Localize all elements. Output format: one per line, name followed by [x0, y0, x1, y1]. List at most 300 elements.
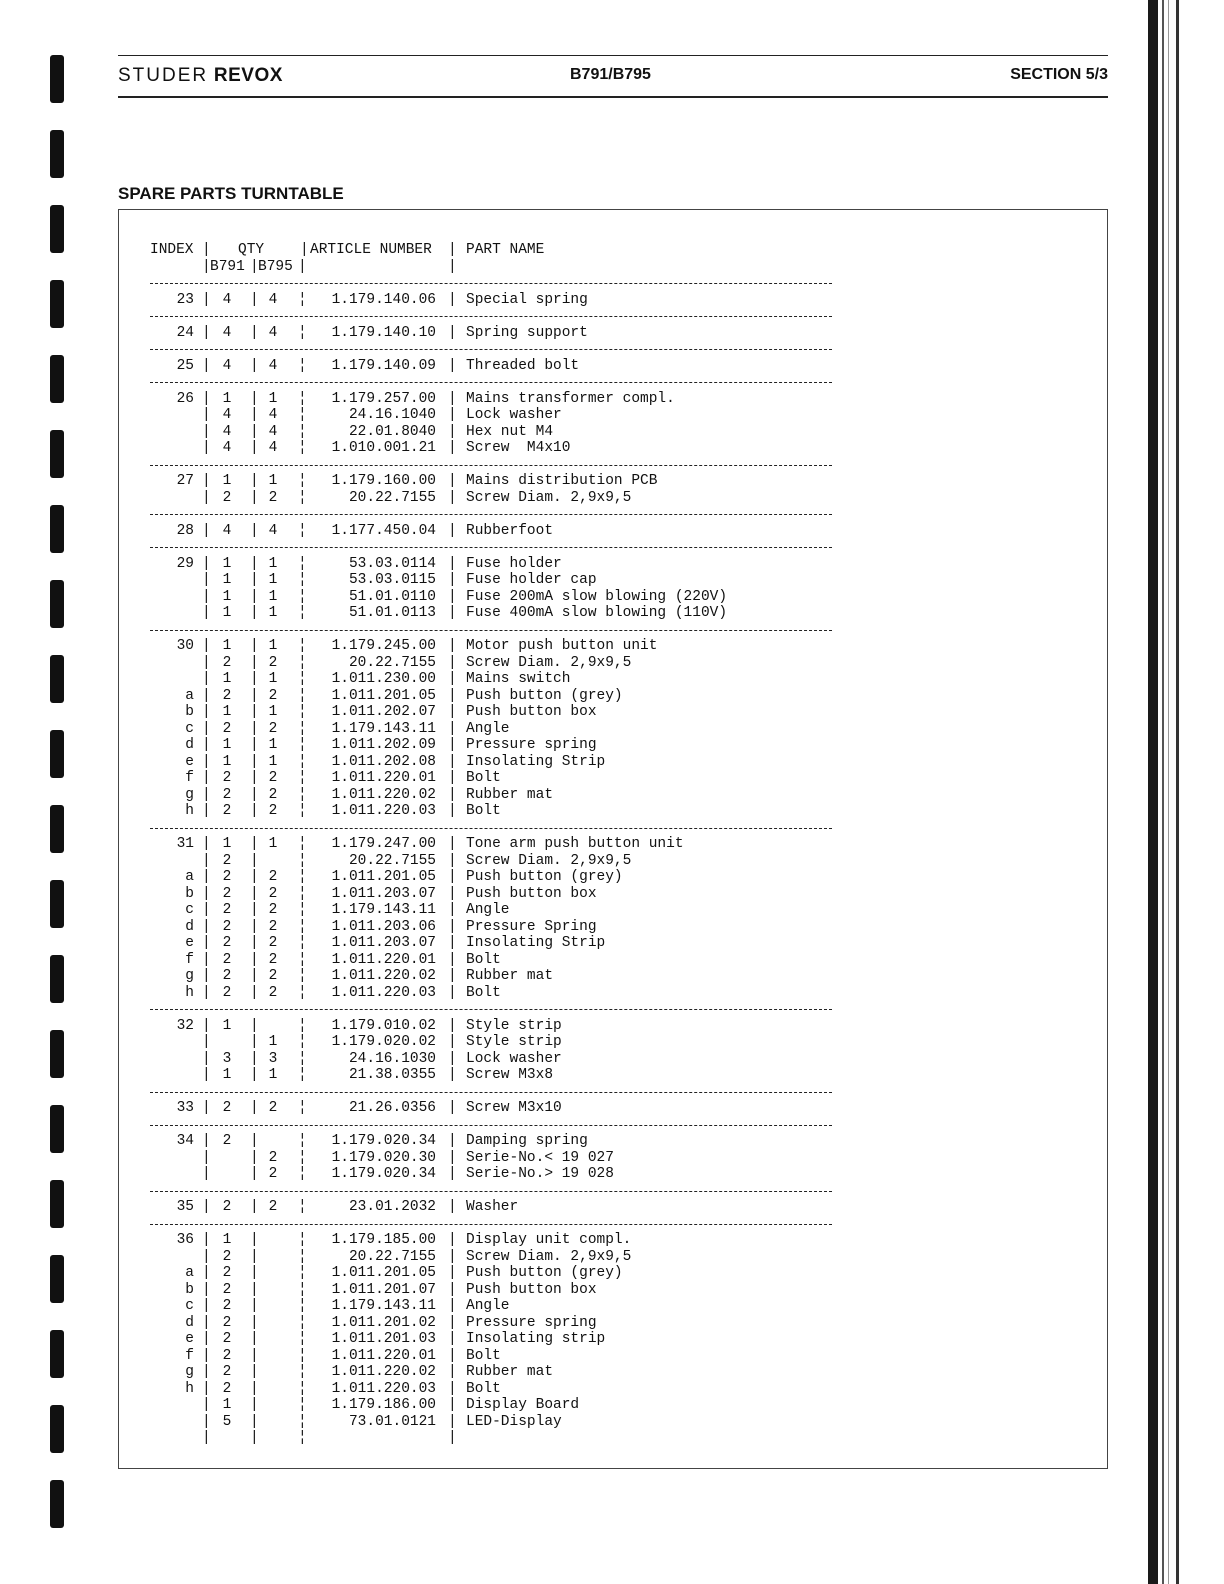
- page-edge: [1140, 0, 1224, 1584]
- column-divider: |: [448, 1050, 457, 1067]
- column-divider: |: [250, 803, 259, 819]
- column-divider: |: [202, 1149, 211, 1166]
- cell-article-number: 51.01.0110: [348, 588, 436, 605]
- column-divider: ¦: [298, 935, 307, 951]
- column-divider: |: [250, 1281, 259, 1298]
- column-divider: ¦: [298, 1067, 307, 1083]
- column-divider: |: [448, 407, 457, 423]
- column-divider: |: [202, 473, 211, 489]
- cell-part-name: Pressure spring: [466, 737, 597, 753]
- column-divider: |: [448, 1314, 457, 1331]
- cell-article-number: 1.011.201.02: [331, 1314, 436, 1331]
- row-separator: [150, 1001, 185, 1018]
- table-row: [150, 885, 597, 903]
- column-divider: |: [448, 1017, 457, 1034]
- column-divider: |: [448, 720, 457, 737]
- cell-qty-b795: 1: [268, 638, 278, 654]
- cell-part-name: Rubber mat: [466, 1364, 554, 1380]
- column-divider: ¦: [298, 1298, 307, 1314]
- column-divider: ¦: [298, 1248, 307, 1265]
- table-row: [150, 522, 554, 540]
- column-divider: ¦: [298, 473, 307, 489]
- cell-qty-b795: 2: [268, 654, 278, 671]
- column-divider: |: [448, 852, 457, 869]
- cell-qty-b795: 1: [268, 572, 278, 588]
- cell-article-number: 20.22.7155: [348, 654, 436, 671]
- cell-index: a: [185, 869, 194, 885]
- table-row: [150, 1298, 510, 1315]
- cell-index: a: [185, 687, 194, 704]
- row-separator: [150, 308, 185, 325]
- column-divider: ¦: [298, 1149, 307, 1166]
- cell-part-name: Rubber mat: [466, 786, 554, 803]
- cell-qty-b791: 2: [222, 720, 232, 737]
- cell-part-name: Display Board: [466, 1397, 580, 1413]
- cell-qty-b795: 4: [268, 291, 278, 308]
- column-divider: |: [202, 440, 211, 456]
- column-divider: |: [250, 1050, 259, 1067]
- column-divider: |: [202, 605, 211, 621]
- cell-part-name: Mains distribution PCB: [466, 473, 658, 489]
- cell-index: c: [185, 720, 194, 737]
- binding-hole: [50, 55, 64, 103]
- column-divider: |: [448, 984, 457, 1001]
- cell-index: b: [185, 704, 194, 720]
- column-divider: |: [448, 753, 457, 770]
- cell-part-name: Pressure spring: [466, 1314, 597, 1331]
- column-divider: |: [202, 357, 211, 374]
- cell-qty-b795: 1: [268, 737, 278, 753]
- column-divider: ¦: [298, 1034, 307, 1050]
- column-divider: ¦: [298, 1199, 307, 1215]
- column-divider: |: [202, 770, 211, 786]
- cell-qty-b795: 1: [268, 671, 278, 687]
- row-separator: [150, 275, 185, 292]
- brand-studer: STUDER: [118, 65, 209, 86]
- cell-qty-b791: 2: [222, 1331, 232, 1347]
- binding-hole: [50, 655, 64, 703]
- column-divider: |: [448, 473, 457, 489]
- column-divider: |: [448, 770, 457, 786]
- cell-qty-b795: 1: [268, 753, 278, 770]
- column-divider: |: [448, 704, 457, 720]
- column-divider: |: [448, 1166, 457, 1182]
- column-divider: |: [250, 390, 259, 407]
- cell-index: 26: [176, 390, 194, 407]
- column-divider: |: [250, 555, 259, 572]
- cell-qty-b795: 2: [268, 869, 278, 885]
- cell-qty-b795: 1: [268, 704, 278, 720]
- column-divider: |: [448, 786, 457, 803]
- column-divider: |: [202, 489, 211, 506]
- column-divider: |: [250, 885, 259, 902]
- column-divider: |: [250, 1149, 259, 1166]
- column-divider: |: [448, 654, 457, 671]
- cell-part-name: Bolt: [466, 1380, 501, 1397]
- column-divider: |: [202, 324, 211, 341]
- table-row: [150, 1248, 632, 1266]
- cell-qty-b795: 2: [268, 1100, 278, 1116]
- column-divider: |: [250, 1380, 259, 1397]
- cell-part-name: Bolt: [466, 951, 501, 968]
- column-divider: |: [202, 852, 211, 869]
- column-divider: |: [250, 770, 259, 786]
- cell-article-number: 1.011.220.01: [331, 770, 436, 786]
- binding-hole: [50, 1330, 64, 1378]
- cell-qty-b795: 4: [268, 324, 278, 341]
- column-divider: |: [202, 1347, 211, 1364]
- column-divider: |: [250, 836, 259, 852]
- cell-qty-b791: 1: [222, 390, 232, 407]
- column-divider: |: [202, 885, 211, 902]
- binding-hole: [50, 505, 64, 553]
- column-divider: ¦: [298, 902, 307, 918]
- column-divider: |: [448, 1298, 457, 1314]
- cell-part-name: Angle: [466, 720, 510, 737]
- cell-qty-b791: 1: [222, 555, 232, 572]
- cell-qty-b791: 2: [222, 786, 232, 803]
- cell-part-name: Fuse holder cap: [466, 572, 597, 588]
- cell-qty-b791: 2: [222, 1364, 232, 1380]
- cell-part-name: Mains switch: [466, 671, 571, 687]
- cell-article-number: 1.179.186.00: [331, 1397, 436, 1413]
- column-divider: |: [202, 951, 211, 968]
- cell-qty-b791: 1: [222, 605, 232, 621]
- cell-index: d: [185, 918, 194, 935]
- column-divider: |: [250, 1397, 259, 1413]
- cell-qty-b791: 2: [222, 852, 232, 869]
- cell-qty-b791: 2: [222, 902, 232, 918]
- table-row: [150, 407, 562, 424]
- cell-article-number: 1.011.203.07: [331, 885, 436, 902]
- table-row: [150, 1199, 519, 1216]
- table-row: [150, 1149, 614, 1167]
- section-number: SECTION 5/3: [1010, 66, 1108, 83]
- table-row: [150, 951, 501, 969]
- column-divider: |: [250, 1232, 259, 1248]
- table-row: [150, 572, 597, 589]
- binding-hole: [50, 1480, 64, 1528]
- column-divider: |: [202, 291, 211, 308]
- cell-part-name: Bolt: [466, 1347, 501, 1364]
- cell-article-number: 1.011.220.02: [331, 1364, 436, 1380]
- cell-qty-b791: 1: [222, 1067, 232, 1083]
- column-divider: |: [250, 968, 259, 984]
- cell-part-name: Insolating Strip: [466, 935, 606, 951]
- table-row: [150, 786, 554, 804]
- cell-part-name: Screw M3x10: [466, 1100, 562, 1116]
- column-divider: ¦: [298, 968, 307, 984]
- cell-qty-b795: 1: [268, 1034, 278, 1050]
- table-row: [150, 984, 501, 1002]
- cell-part-name: Rubber mat: [466, 968, 554, 984]
- column-divider: |: [202, 1100, 211, 1116]
- cell-index: h: [185, 984, 194, 1001]
- column-divider: ¦: [298, 605, 307, 621]
- column-divider: |: [202, 1248, 211, 1265]
- cell-article-number: 1.011.230.00: [331, 671, 436, 687]
- cell-qty-b791: 4: [222, 423, 232, 440]
- column-divider: ¦: [298, 1364, 307, 1380]
- table-row: [150, 555, 562, 573]
- column-divider: |: [202, 968, 211, 984]
- binding-hole: [50, 130, 64, 178]
- row-separator: [150, 820, 185, 837]
- column-divider: |: [202, 1298, 211, 1314]
- cell-qty-b791: 4: [222, 407, 232, 423]
- cell-part-name: Damping spring: [466, 1133, 588, 1149]
- table-row: [150, 291, 588, 309]
- cell-qty-b795: 2: [268, 951, 278, 968]
- cell-part-name: Bolt: [466, 803, 501, 819]
- page-title: SPARE PARTS TURNTABLE: [118, 184, 344, 203]
- cell-index: 24: [176, 324, 194, 341]
- column-divider: |: [202, 1017, 211, 1034]
- cell-index: h: [185, 803, 194, 819]
- column-divider: |: [250, 1067, 259, 1083]
- binding-hole: [50, 1180, 64, 1228]
- table-row: [150, 1067, 554, 1084]
- column-divider: ¦: [298, 1397, 307, 1413]
- cell-part-name: Push button (grey): [466, 1265, 623, 1281]
- cell-article-number: 1.011.201.03: [331, 1331, 436, 1347]
- table-row: [150, 918, 597, 936]
- table-row: [150, 1347, 501, 1365]
- column-divider: |: [250, 1347, 259, 1364]
- table-row: [150, 803, 501, 820]
- column-divider: |: [250, 1133, 259, 1149]
- column-divider: |: [448, 1067, 457, 1083]
- column-divider: |: [202, 1050, 211, 1067]
- table-row: [150, 588, 728, 606]
- cell-qty-b791: 2: [222, 984, 232, 1001]
- cell-qty-b791: 1: [222, 737, 232, 753]
- cell-qty-b795: 2: [268, 1199, 278, 1215]
- cell-index: e: [185, 753, 194, 770]
- cell-article-number: 51.01.0113: [348, 605, 436, 621]
- column-divider: |: [250, 1166, 259, 1182]
- column-divider: ¦: [298, 522, 307, 539]
- column-divider: |: [448, 1347, 457, 1364]
- column-divider: ¦: [298, 1314, 307, 1331]
- column-divider: |: [448, 1199, 457, 1215]
- column-divider: ¦: [298, 291, 307, 308]
- column-divider: |: [448, 1281, 457, 1298]
- cell-article-number: 24.16.1030: [348, 1050, 436, 1067]
- cell-qty-b791: 2: [222, 885, 232, 902]
- row-separator: [150, 1084, 185, 1101]
- column-divider: |: [250, 918, 259, 935]
- column-divider: ¦: [298, 1430, 307, 1446]
- cell-qty-b791: 4: [222, 522, 232, 539]
- cell-qty-b795: 2: [268, 770, 278, 786]
- cell-index: f: [185, 1347, 194, 1364]
- cell-article-number: 1.011.220.02: [331, 786, 436, 803]
- table-row: [150, 737, 597, 754]
- cell-part-name: Mains transformer compl.: [466, 390, 675, 407]
- column-divider: ¦: [298, 803, 307, 819]
- table-row: [150, 1380, 501, 1398]
- column-divider: |: [250, 489, 259, 506]
- column-divider: |: [202, 1067, 211, 1083]
- cell-article-number: 1.179.185.00: [331, 1232, 436, 1248]
- column-divider: |: [448, 605, 457, 621]
- column-divider: |: [250, 687, 259, 704]
- cell-part-name: Angle: [466, 1298, 510, 1314]
- cell-qty-b791: 2: [222, 1314, 232, 1331]
- model-number: B791/B795: [570, 66, 651, 83]
- column-divider: ¦: [298, 654, 307, 671]
- cell-qty-b791: 3: [222, 1050, 232, 1067]
- column-divider: |: [202, 737, 211, 753]
- column-divider: |: [250, 522, 259, 539]
- cell-article-number: 21.26.0356: [348, 1100, 436, 1116]
- binding-hole: [50, 580, 64, 628]
- cell-index: 23: [176, 291, 194, 308]
- column-divider: |: [202, 423, 211, 440]
- column-divider: |: [250, 605, 259, 621]
- table-row: [150, 753, 606, 771]
- column-divider: ¦: [298, 770, 307, 786]
- table-row: [150, 935, 606, 952]
- column-divider: |: [202, 786, 211, 803]
- cell-article-number: 20.22.7155: [348, 489, 436, 506]
- row-separator: [150, 1183, 185, 1200]
- column-divider: |: [202, 1133, 211, 1149]
- column-divider: |: [202, 836, 211, 852]
- column-divider: |: [202, 1034, 211, 1050]
- cell-qty-b791: 1: [222, 572, 232, 588]
- column-divider: ¦: [298, 1347, 307, 1364]
- column-divider: |: [448, 918, 457, 935]
- cell-qty-b791: 2: [222, 770, 232, 786]
- column-divider: ¦: [298, 885, 307, 902]
- table-row: [150, 902, 510, 919]
- column-divider: |: [250, 869, 259, 885]
- cell-article-number: 1.179.247.00: [331, 836, 436, 852]
- column-divider: |: [250, 1413, 259, 1430]
- cell-qty-b791: 1: [222, 836, 232, 852]
- cell-article-number: 21.38.0355: [348, 1067, 436, 1083]
- row-separator: [150, 539, 185, 556]
- cell-qty-b795: 1: [268, 390, 278, 407]
- cell-index: h: [185, 1380, 194, 1397]
- cell-part-name: Washer: [466, 1199, 519, 1215]
- table-row: [150, 1166, 614, 1183]
- cell-part-name: Lock washer: [466, 1050, 562, 1067]
- cell-part-name: Style strip: [466, 1017, 562, 1034]
- table-row: [150, 1034, 562, 1051]
- table-row: [150, 1331, 606, 1348]
- column-divider: |: [202, 1380, 211, 1397]
- cell-article-number: 22.01.8040: [348, 423, 436, 440]
- column-divider: |: [202, 1397, 211, 1413]
- cell-index: d: [185, 1314, 194, 1331]
- header-index: INDEX: [150, 242, 194, 258]
- column-divider: |: [448, 588, 457, 605]
- column-divider: |: [250, 572, 259, 588]
- column-divider: ¦: [298, 1050, 307, 1067]
- cell-article-number: 20.22.7155: [348, 1248, 436, 1265]
- cell-qty-b791: 2: [222, 1347, 232, 1364]
- table-header-row-2: | B791 | B795 | |: [202, 258, 457, 275]
- cell-qty-b791: 2: [222, 918, 232, 935]
- column-divider: |: [202, 671, 211, 687]
- cell-part-name: Pressure Spring: [466, 918, 597, 935]
- column-divider: |: [250, 1314, 259, 1331]
- column-divider: |: [250, 1364, 259, 1380]
- column-divider: |: [448, 885, 457, 902]
- table-row: [150, 687, 623, 705]
- cell-part-name: Hex nut M4: [466, 423, 554, 440]
- cell-article-number: 1.011.202.07: [331, 704, 436, 720]
- column-divider: ¦: [298, 869, 307, 885]
- column-divider: |: [448, 324, 457, 341]
- binding-hole: [50, 955, 64, 1003]
- column-divider: |: [448, 357, 457, 374]
- column-divider: ¦: [298, 1017, 307, 1034]
- cell-index: g: [185, 968, 194, 984]
- column-divider: |: [250, 1017, 259, 1034]
- cell-article-number: 1.179.020.02: [331, 1034, 436, 1050]
- column-divider: |: [448, 671, 457, 687]
- cell-article-number: 1.011.220.01: [331, 951, 436, 968]
- cell-article-number: 20.22.7155: [348, 852, 436, 869]
- parts-table: [150, 242, 728, 1447]
- column-divider: ¦: [298, 1232, 307, 1248]
- column-divider: ¦: [298, 918, 307, 935]
- table-row: [150, 357, 580, 375]
- cell-part-name: Bolt: [466, 770, 501, 786]
- cell-article-number: 23.01.2032: [348, 1199, 436, 1215]
- brand-revox: REVOX: [213, 65, 283, 86]
- column-divider: ¦: [298, 407, 307, 423]
- header-b795: B795: [258, 258, 293, 275]
- cell-qty-b791: 5: [222, 1413, 232, 1430]
- cell-part-name: Motor push button unit: [466, 638, 658, 654]
- cell-qty-b791: 1: [222, 704, 232, 720]
- cell-article-number: 1.179.020.34: [331, 1166, 436, 1182]
- cell-article-number: 1.011.201.05: [331, 869, 436, 885]
- cell-article-number: 1.010.001.21: [331, 440, 436, 456]
- column-divider: |: [448, 1034, 457, 1050]
- column-divider: ¦: [298, 555, 307, 572]
- column-divider: |: [250, 1298, 259, 1314]
- column-divider: ¦: [298, 588, 307, 605]
- column-divider: |: [448, 737, 457, 753]
- column-divider: |: [202, 869, 211, 885]
- cell-article-number: 1.179.020.30: [331, 1149, 436, 1166]
- column-divider: |: [448, 1100, 457, 1116]
- cell-article-number: 1.011.203.07: [331, 935, 436, 951]
- row-separator: [150, 622, 185, 639]
- cell-index: g: [185, 786, 194, 803]
- header-article-number: ARTICLE NUMBER: [310, 242, 432, 258]
- column-divider: ¦: [298, 704, 307, 720]
- table-row: [150, 1100, 562, 1117]
- column-divider: |: [250, 1199, 259, 1215]
- column-divider: ¦: [298, 440, 307, 456]
- column-divider: |: [202, 1413, 211, 1430]
- column-divider: |: [448, 522, 457, 539]
- table-row: [150, 489, 632, 507]
- column-divider: |: [250, 588, 259, 605]
- binding-hole: [50, 430, 64, 478]
- cell-index: 33: [176, 1100, 194, 1116]
- cell-index: b: [185, 1281, 194, 1298]
- cell-part-name: Screw M4x10: [466, 440, 571, 456]
- cell-part-name: Screw Diam. 2,9x9,5: [466, 852, 632, 869]
